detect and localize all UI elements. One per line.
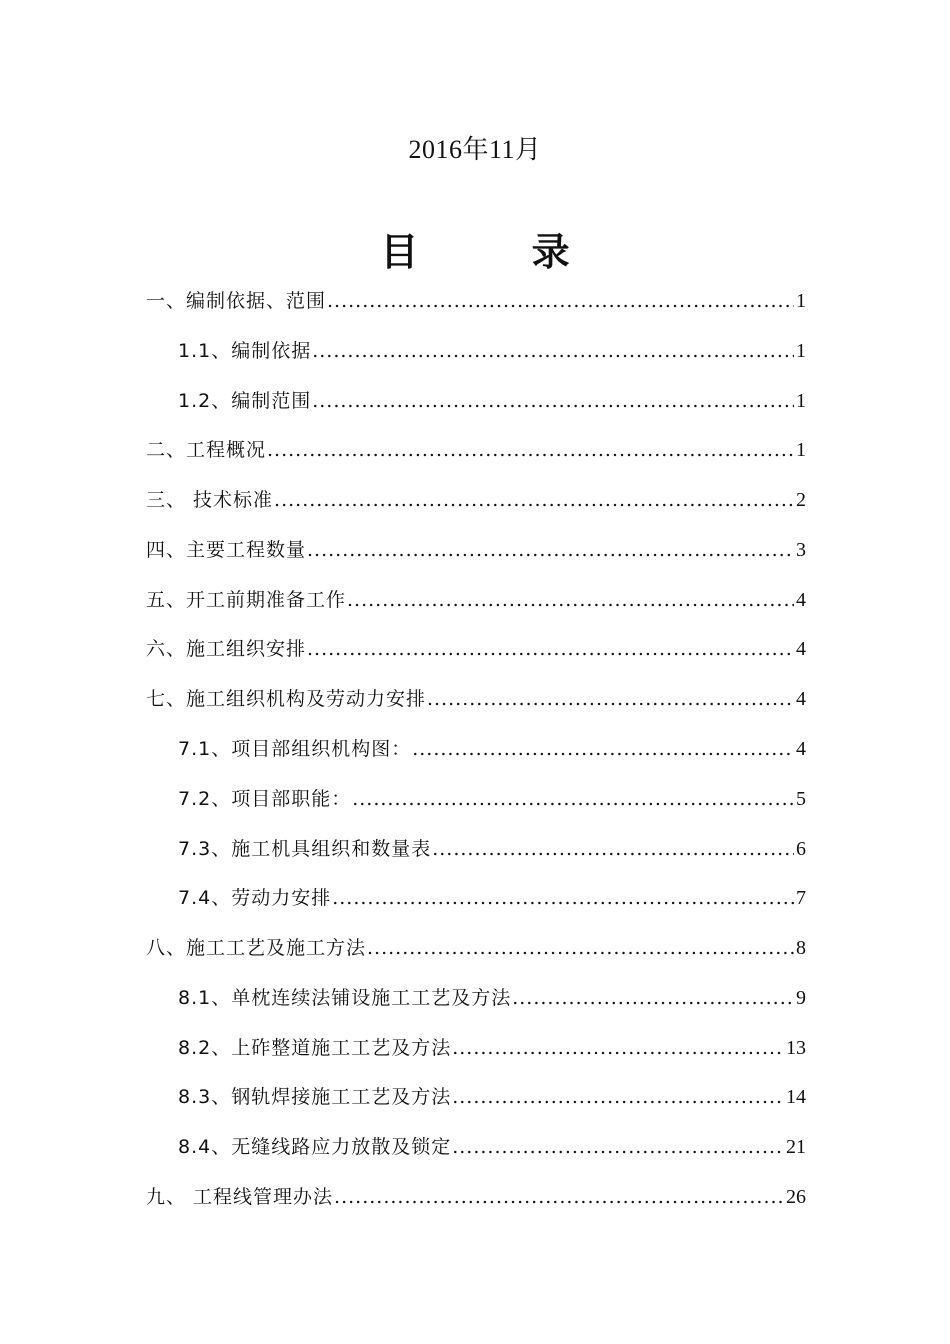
toc-leader-dots — [427, 684, 794, 714]
toc-entry[interactable] — [146, 435, 806, 465]
toc-entry-label: 1.1、编制依据 — [178, 340, 312, 362]
toc-leader-dots — [307, 634, 794, 664]
toc-leader-dots — [312, 386, 794, 416]
toc-entry-page: 8 — [796, 937, 806, 959]
toc-entry[interactable] — [178, 834, 806, 864]
toc-entry-label: 8.3、钢轨焊接施工工艺及方法 — [178, 1086, 452, 1108]
toc-entry[interactable] — [146, 933, 806, 963]
toc-entry[interactable] — [146, 684, 806, 714]
toc-entry-page: 6 — [796, 838, 806, 860]
toc-entry[interactable] — [146, 485, 806, 515]
toc-entry-label: 7.2、项目部职能： — [178, 788, 352, 810]
toc-entry-page: 26 — [786, 1186, 806, 1208]
toc-leader-dots — [327, 286, 794, 316]
toc-entry-label: 8.2、上砟整道施工工艺及方法 — [178, 1037, 452, 1059]
toc-entry-page: 1 — [796, 390, 806, 412]
toc-entry-page: 13 — [786, 1037, 806, 1059]
toc-entry-page: 3 — [796, 539, 806, 561]
toc-leader-dots — [412, 734, 794, 764]
toc-entry-label: 三、 技术标准 — [146, 489, 274, 511]
toc-entry-label: 1.2、编制范围 — [178, 390, 312, 412]
toc-entry-page: 1 — [796, 439, 806, 461]
toc-entry-page: 14 — [786, 1086, 806, 1108]
toc-entry-page: 21 — [786, 1136, 806, 1158]
toc-entry[interactable] — [178, 734, 806, 764]
toc-leader-dots — [452, 1082, 784, 1112]
toc-leader-dots — [347, 585, 794, 615]
toc-title: 目 录 — [380, 230, 620, 274]
toc-entry[interactable] — [178, 386, 806, 416]
toc-entry-label: 八、施工工艺及施工方法 — [146, 937, 367, 959]
toc-entry[interactable] — [178, 784, 806, 814]
toc-leader-dots — [432, 834, 794, 864]
toc-entry-label: 一、编制依据、范围 — [146, 290, 327, 312]
toc-entry[interactable] — [146, 535, 806, 565]
toc-entry-page: 1 — [796, 290, 806, 312]
toc-entry-page: 7 — [796, 887, 806, 909]
toc-leader-dots — [332, 883, 794, 913]
toc-leader-dots — [267, 435, 794, 465]
toc-entry-label: 七、施工组织机构及劳动力安排 — [146, 688, 427, 710]
toc-leader-dots — [452, 1132, 784, 1162]
toc-leader-dots — [367, 933, 794, 963]
toc-entry-label: 8.1、单枕连续法铺设施工工艺及方法 — [178, 987, 512, 1009]
toc-entry[interactable] — [146, 585, 806, 615]
toc-entry-label: 六、施工组织安排 — [146, 638, 307, 660]
toc-entry[interactable] — [178, 336, 806, 366]
toc-entry-label: 五、开工前期准备工作 — [146, 589, 347, 611]
toc-leader-dots — [274, 485, 794, 515]
toc-entry-label: 8.4、无缝线路应力放散及锁定 — [178, 1136, 452, 1158]
toc-entry[interactable] — [178, 883, 806, 913]
toc-entry[interactable] — [178, 983, 806, 1013]
toc-entry-page: 1 — [796, 340, 806, 362]
toc-entry-label: 九、 工程线管理办法 — [146, 1186, 334, 1208]
toc-entry-page: 4 — [796, 638, 806, 660]
toc-entry-page: 4 — [796, 688, 806, 710]
toc-entry[interactable] — [178, 1082, 806, 1112]
toc-leader-dots — [312, 336, 794, 366]
toc-leader-dots — [334, 1182, 784, 1212]
toc-entry-page: 9 — [796, 987, 806, 1009]
toc-leader-dots — [352, 784, 794, 814]
toc-entry-label: 7.4、劳动力安排 — [178, 887, 332, 909]
toc-entry-page: 5 — [796, 788, 806, 810]
toc-entry-page: 2 — [796, 489, 806, 511]
toc-entry-label: 四、主要工程数量 — [146, 539, 307, 561]
document-date: 2016年11月 — [408, 135, 542, 164]
toc-leader-dots — [307, 535, 794, 565]
toc-entry[interactable] — [178, 1033, 806, 1063]
toc-leader-dots — [512, 983, 794, 1013]
toc-entry[interactable] — [146, 286, 806, 316]
toc-entry-label: 二、工程概况 — [146, 439, 267, 461]
toc-leader-dots — [452, 1033, 784, 1063]
toc-entry-label: 7.3、施工机具组织和数量表 — [178, 838, 432, 860]
toc-entry-page: 4 — [796, 589, 806, 611]
toc-entry-label: 7.1、项目部组织机构图： — [178, 738, 412, 760]
toc-entry-page: 4 — [796, 738, 806, 760]
toc-entry[interactable] — [146, 634, 806, 664]
toc-entry[interactable] — [146, 1182, 806, 1212]
toc-entry[interactable] — [178, 1132, 806, 1162]
